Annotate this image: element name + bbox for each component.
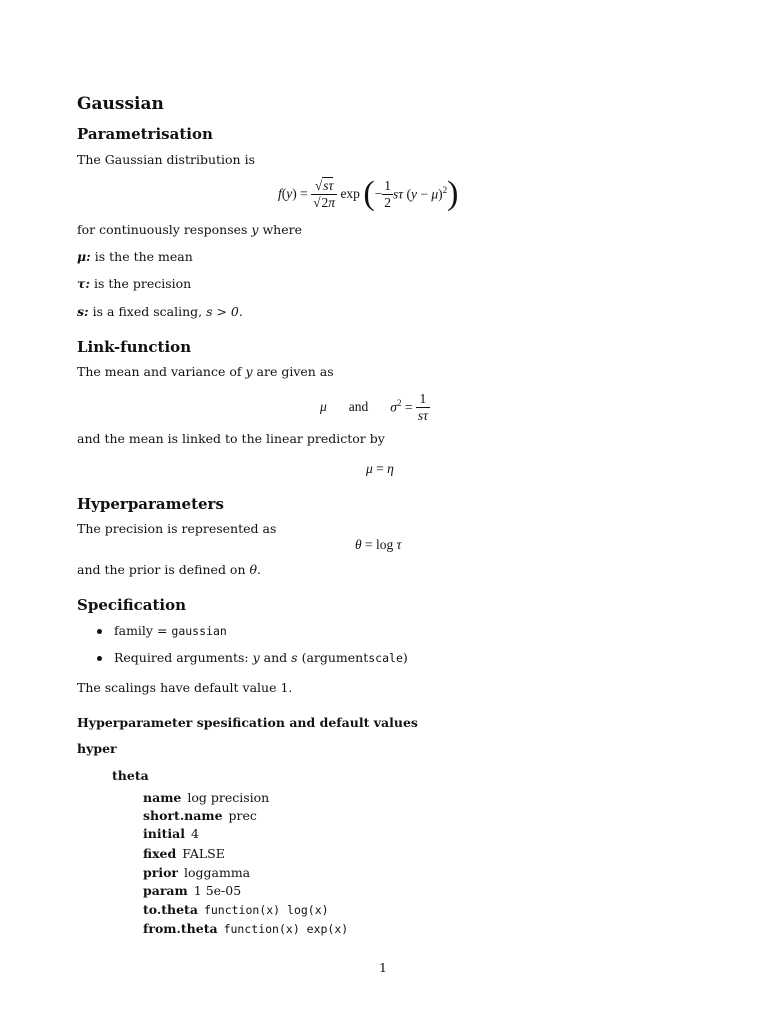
param-symbol: μ: (77, 249, 91, 264)
responses-tail: where (262, 222, 302, 237)
field-label: param (143, 883, 188, 898)
field-short-name (143, 808, 257, 823)
responses-var: y (251, 222, 259, 237)
field-value: log precision (187, 790, 270, 805)
link-intro-tail: are given as (256, 364, 334, 379)
param-desc: is a fixed scaling, (92, 304, 203, 319)
field-initial (143, 826, 199, 841)
bullet-code: scale (368, 651, 403, 665)
section-heading-link-function: Link-function (77, 338, 192, 356)
field-value: prec (228, 808, 257, 823)
spec-bullet-arguments (97, 650, 408, 665)
field-label: from.theta (143, 921, 218, 936)
field-label: initial (143, 826, 185, 841)
field-to-theta (143, 902, 329, 917)
bullet-var-s: s (291, 650, 298, 665)
param-desc: is the the mean (94, 249, 193, 264)
field-value: FALSE (182, 846, 225, 861)
field-value: loggamma (184, 865, 251, 880)
param-item-tau (77, 276, 191, 291)
theta-formula: θ = log τ (355, 537, 402, 552)
param-desc: is the precision (94, 276, 192, 291)
theta-label: theta (112, 768, 149, 783)
hyper-intro: The precision is represented as (77, 521, 277, 536)
page-title: Gaussian (77, 94, 164, 114)
field-label: to.theta (143, 902, 198, 917)
and-word: and (348, 399, 369, 414)
spec-bullet-family (97, 623, 227, 638)
bullet-text: family = (113, 623, 168, 638)
bullet-var-y: y (252, 650, 260, 665)
bullet-icon (97, 629, 102, 634)
field-param (143, 883, 241, 898)
prior-text: and the prior is defined on (77, 562, 246, 577)
defaults-heading: Hyperparameter spesification and default values (77, 715, 418, 730)
field-value: function(x) exp(x) (223, 922, 349, 936)
formula-fraction-half: $\frac{1}{2}$ (384, 177, 392, 210)
prior-var: θ. (249, 562, 261, 577)
param-item-s (77, 304, 243, 319)
bullet-text: Required arguments: (113, 650, 249, 665)
formula-fraction-scale: $\frac{√s\tau}{√2\pi}$ (313, 177, 336, 210)
link-intro-var: y (245, 364, 253, 379)
page-number: 1 (379, 960, 387, 975)
field-from-theta (143, 921, 348, 936)
gaussian-density-formula: f(y) = $\frac{√s\tau}{√2\pi}$ exp ( − $\frac{1}{2}$ sτ $(y - \mu)^2$ ) (278, 175, 459, 212)
bullet-and: and (263, 650, 288, 665)
responses-text: for continuously responses (77, 222, 248, 237)
field-name (143, 790, 269, 805)
scalings-text: The scalings have default value 1. (77, 680, 293, 695)
bullet-icon (97, 656, 102, 661)
field-label: short.name (143, 808, 223, 823)
field-prior (143, 865, 250, 880)
parametrisation-intro: The Gaussian distribution is (77, 152, 255, 167)
bullet-paren-open: (argument (301, 650, 369, 665)
section-heading-specification: Specification (77, 596, 186, 614)
link-intro (77, 364, 334, 379)
field-value: 4 (190, 826, 199, 841)
responses-line (77, 222, 302, 237)
variance-fraction: $\frac{1}{s\tau}$ (417, 390, 428, 423)
field-label: name (143, 790, 182, 805)
hyper-label: hyper (77, 741, 117, 756)
prior-line (77, 562, 261, 577)
mean-variance-formula: μ and $\sigma^2$ = $\frac{1}{s\tau}$ (320, 390, 428, 423)
field-value: function(x) log(x) (203, 903, 329, 917)
param-symbol: τ: (77, 276, 91, 291)
section-heading-hyperparameters: Hyperparameters (77, 495, 224, 513)
field-label: fixed (143, 846, 177, 861)
param-item-mu (77, 249, 193, 264)
bullet-paren-close: ) (402, 650, 408, 665)
field-value: 1 5e-05 (193, 883, 242, 898)
link-formula: μ = η (366, 461, 394, 476)
field-fixed (143, 846, 225, 861)
field-label: prior (143, 865, 178, 880)
linked-text: and the mean is linked to the linear predictor by (77, 431, 385, 446)
param-symbol: s: (77, 304, 89, 319)
link-intro-text: The mean and variance of (77, 364, 242, 379)
bullet-code: gaussian (171, 624, 227, 638)
param-extra: s > 0. (206, 304, 243, 319)
section-heading-parametrisation: Parametrisation (77, 125, 213, 143)
